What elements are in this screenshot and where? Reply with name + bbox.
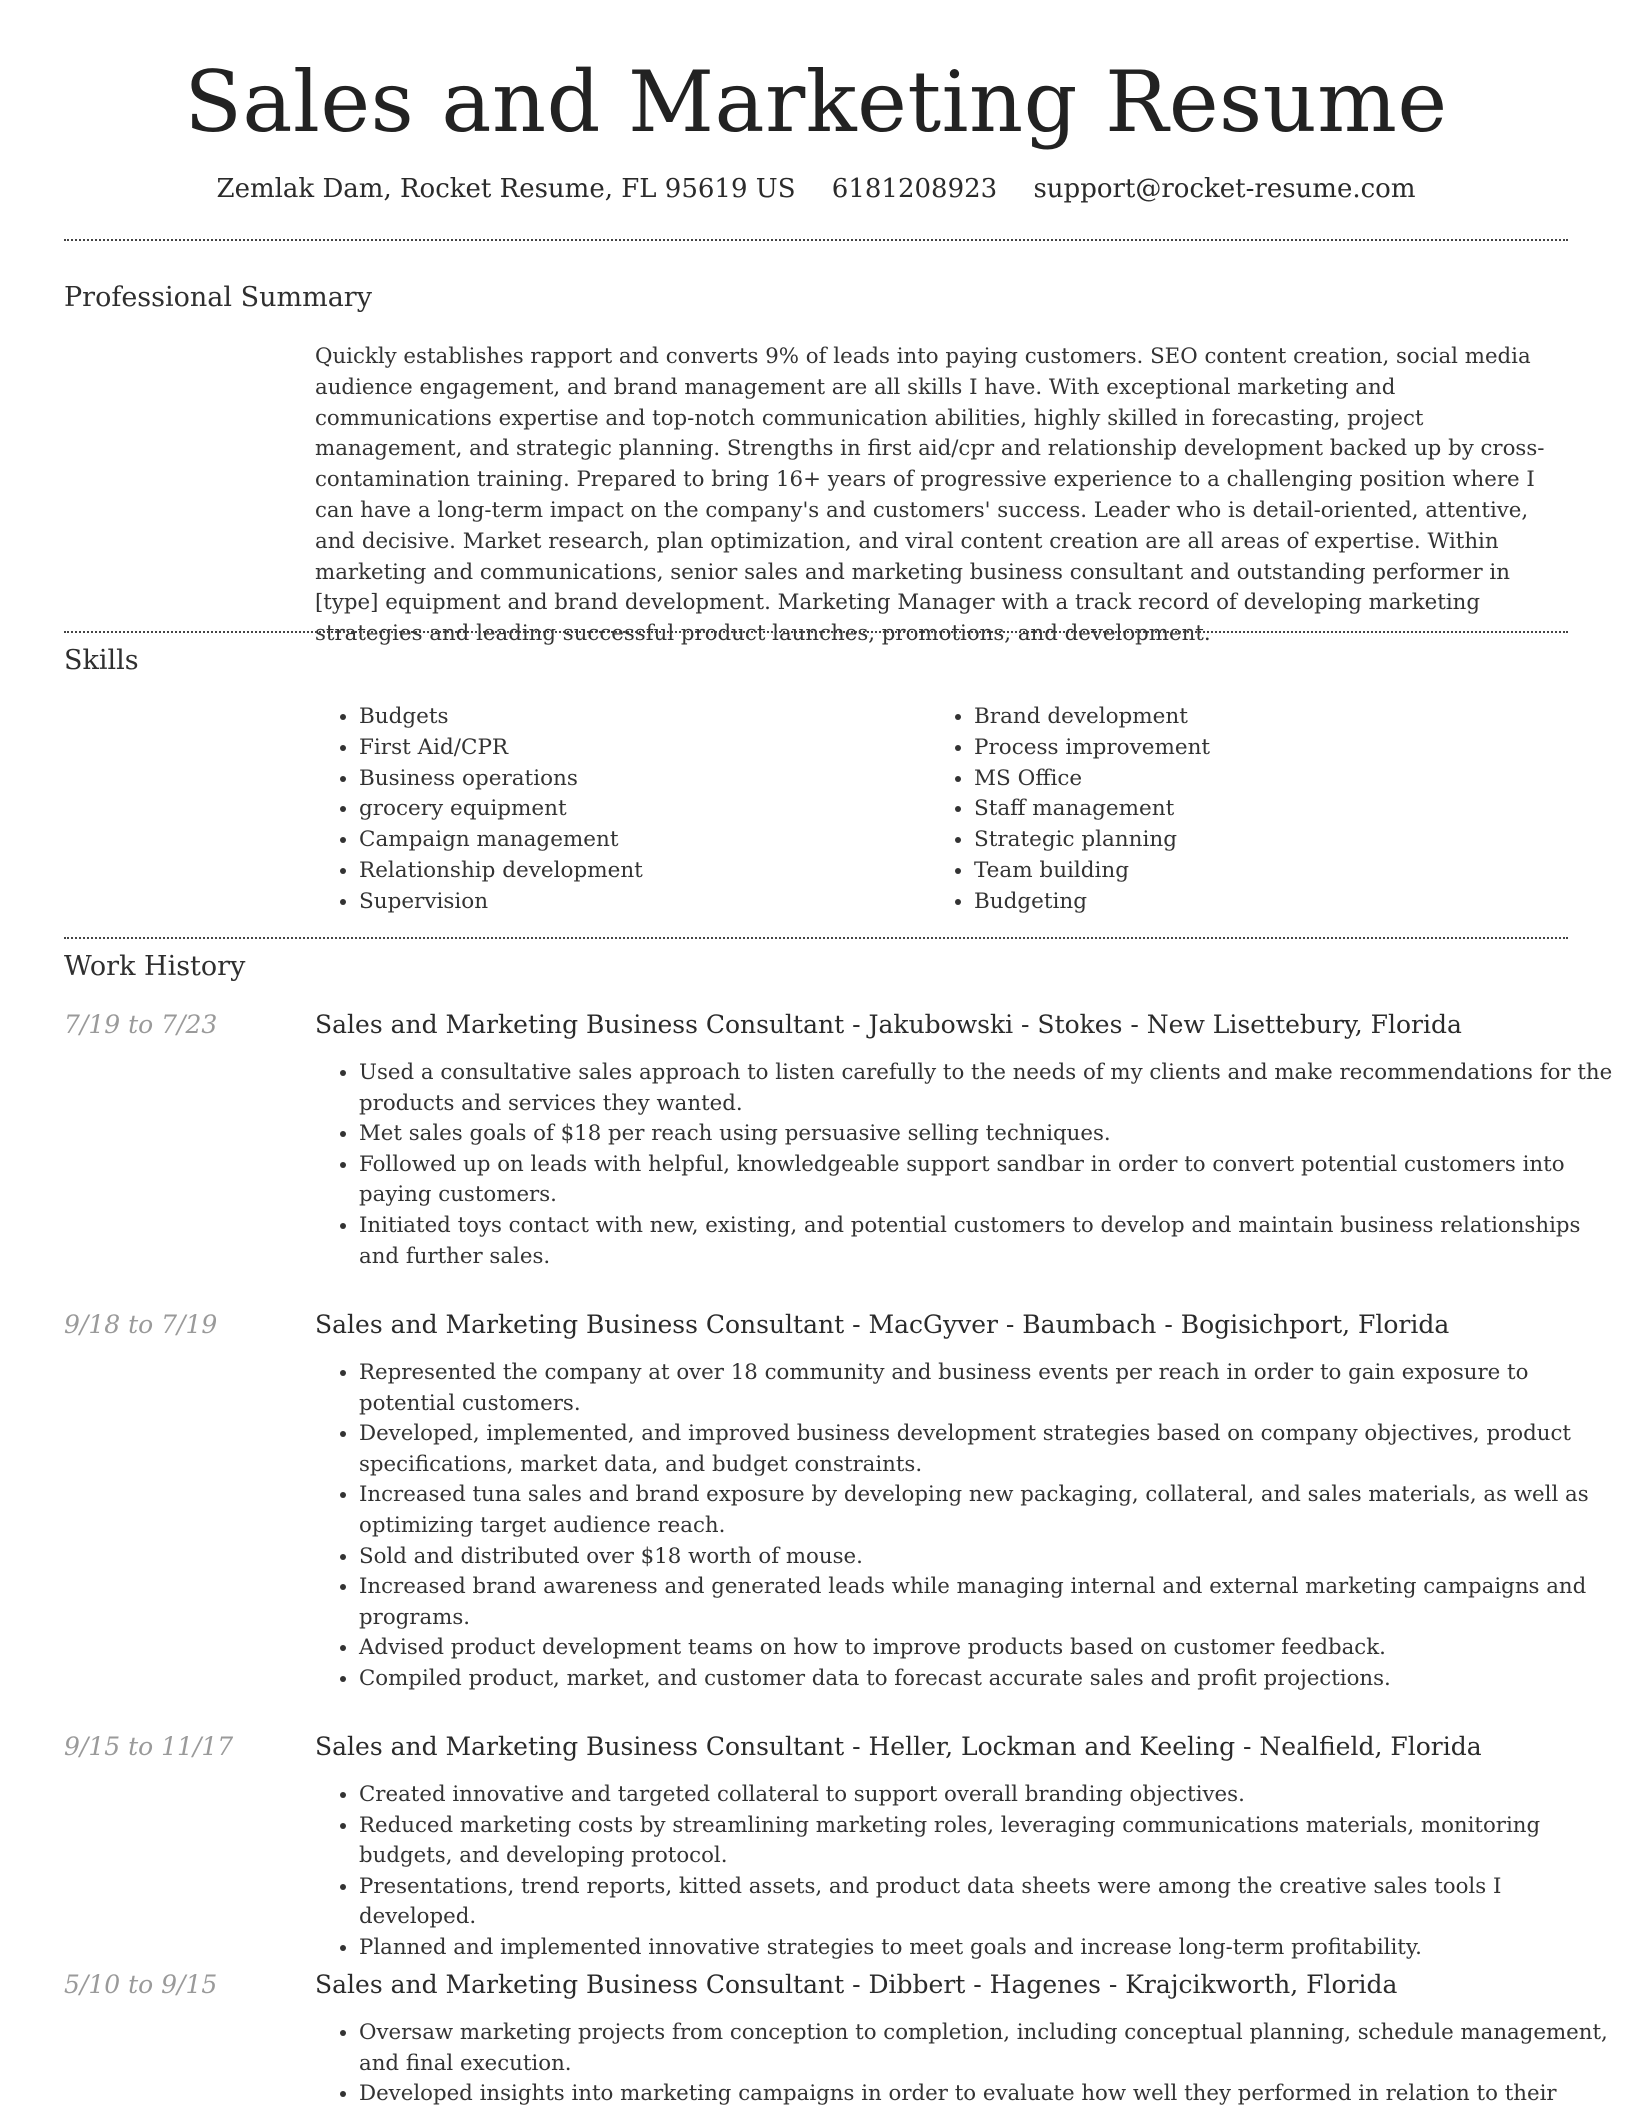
job-bullet: • Increased tuna sales and brand exposure by developing new packaging, collateral, and sales materials, as well as optimizing target audience reach. xyxy=(359,1480,1616,1541)
contact-email: support@rocket-resume.com xyxy=(1033,174,1416,204)
job-dates: 7/19 to 7/23 xyxy=(64,1010,218,1039)
job-bullets xyxy=(315,1358,1616,1695)
divider xyxy=(64,239,1568,241)
job-bullet: • Met sales goals of $18 per reach using persuasive selling techniques. xyxy=(359,1119,1616,1150)
job-title: Sales and Marketing Business Consultant - Jakubowski - Stokes - New Lisettebury, Florida xyxy=(315,1010,1462,1039)
job-title: Sales and Marketing Business Consultant - MacGyver - Baumbach - Bogisichport, Florida xyxy=(315,1310,1450,1339)
job-bullet: • Increased brand awareness and generated leads while managing internal and external marketing campaigns and programs. xyxy=(359,1572,1616,1633)
summary-heading: Professional Summary xyxy=(64,282,372,313)
job-bullet: • Created innovative and targeted collateral to support overall branding objectives. xyxy=(359,1780,1616,1811)
contact-address: Zemlak Dam, Rocket Resume, FL 95619 US xyxy=(216,174,796,204)
skill-item: • Business operations xyxy=(359,764,919,795)
job-bullets xyxy=(315,2018,1616,2110)
job-bullet: • Sold and distributed over $18 worth of mouse. xyxy=(359,1542,1616,1573)
skill-item: • Strategic planning xyxy=(974,825,1574,856)
job-bullet: • Used a consultative sales approach to listen carefully to the needs of my clients and make recommendations for the products and services they wanted. xyxy=(359,1058,1616,1119)
job-bullet: • Planned and implemented innovative strategies to meet goals and increase long-term profitability. xyxy=(359,1933,1616,1964)
job-bullets xyxy=(315,1780,1616,1964)
contact-line xyxy=(0,170,1632,208)
skill-item: • Team building xyxy=(974,856,1574,887)
skills-heading: Skills xyxy=(64,645,139,676)
contact-phone: 6181208923 xyxy=(831,174,998,204)
job-bullet: • Compiled product, market, and customer data to forecast accurate sales and profit projections. xyxy=(359,1664,1616,1695)
job-bullet: • Developed, implemented, and improved business development strategies based on company objectives, product specifications, market data, and budget constraints. xyxy=(359,1419,1616,1480)
job-title: Sales and Marketing Business Consultant - Dibbert - Hagenes - Krajcikworth, Florida xyxy=(315,1970,1398,1999)
job-bullet: • Developed insights into marketing campaigns in order to evaluate how well they performed in relation to their xyxy=(359,2079,1616,2110)
skill-item: • First Aid/CPR xyxy=(359,733,919,764)
divider xyxy=(64,937,1568,939)
job-bullet: • Advised product development teams on how to improve products based on customer feedback. xyxy=(359,1633,1616,1664)
job-bullet: • Represented the company at over 18 community and business events per reach in order to gain exposure to potential customers. xyxy=(359,1358,1616,1419)
skill-item: • grocery equipment xyxy=(359,794,919,825)
summary-text: Quickly establishes rapport and converts 9% of leads into paying customers. SEO content creation, social media audience engagement, and brand management are all skills I have. With exceptional marketing and communications expertise and top-notch communication abilities, highly skilled in forecasting, project management, and strategic planning. Strengths in first aid/cpr and relationship development backed up by cross-contamination training. Prepared to bring 16+ years of progressive experience to a challenging position where I can have a long-term impact on the company's and customers' success. Leader who is detail-oriented, attentive, and decisive. Market research, plan optimization, and viral content creation are all areas of expertise. Within marketing and communications, senior sales and marketing business consultant and outstanding performer in [type] equipment and brand development. Marketing Manager with a track record of developing marketing strategies and leading successful product launches, promotions, and development. xyxy=(315,344,1545,647)
job-bullet: • Presentations, trend reports, kitted assets, and product data sheets were among the creative sales tools I developed. xyxy=(359,1872,1616,1933)
job-title: Sales and Marketing Business Consultant - Heller, Lockman and Keeling - Nealfield, Florida xyxy=(315,1732,1482,1761)
job-dates: 9/18 to 7/19 xyxy=(64,1310,218,1339)
job-bullet: • Reduced marketing costs by streamlining marketing roles, leveraging communications materials, monitoring budgets, and developing protocol. xyxy=(359,1811,1616,1872)
skills-list-right xyxy=(930,702,1574,918)
divider xyxy=(64,631,1568,633)
skill-item: • Supervision xyxy=(359,887,919,918)
skill-item: • Relationship development xyxy=(359,856,919,887)
work-history-heading: Work History xyxy=(64,951,246,982)
skill-item: • MS Office xyxy=(974,764,1574,795)
job-bullet: • Followed up on leads with helpful, knowledgeable support sandbar in order to convert potential customers into paying customers. xyxy=(359,1150,1616,1211)
job-dates: 5/10 to 9/15 xyxy=(64,1970,218,1999)
resume-title: Sales and Marketing Resume xyxy=(184,53,1448,151)
skill-item: • Brand development xyxy=(974,702,1574,733)
skill-item: • Budgets xyxy=(359,702,919,733)
skills-list-left xyxy=(315,702,919,918)
job-bullets xyxy=(315,1058,1616,1272)
skill-item: • Campaign management xyxy=(359,825,919,856)
skill-item: • Process improvement xyxy=(974,733,1574,764)
job-bullet: • Oversaw marketing projects from conception to completion, including conceptual planning, schedule management, and final execution. xyxy=(359,2018,1616,2079)
job-bullet: • Initiated toys contact with new, existing, and potential customers to develop and maintain business relationships and further sales. xyxy=(359,1211,1616,1272)
job-dates: 9/15 to 11/17 xyxy=(64,1732,234,1761)
skill-item: • Budgeting xyxy=(974,887,1574,918)
skill-item: • Staff management xyxy=(974,794,1574,825)
